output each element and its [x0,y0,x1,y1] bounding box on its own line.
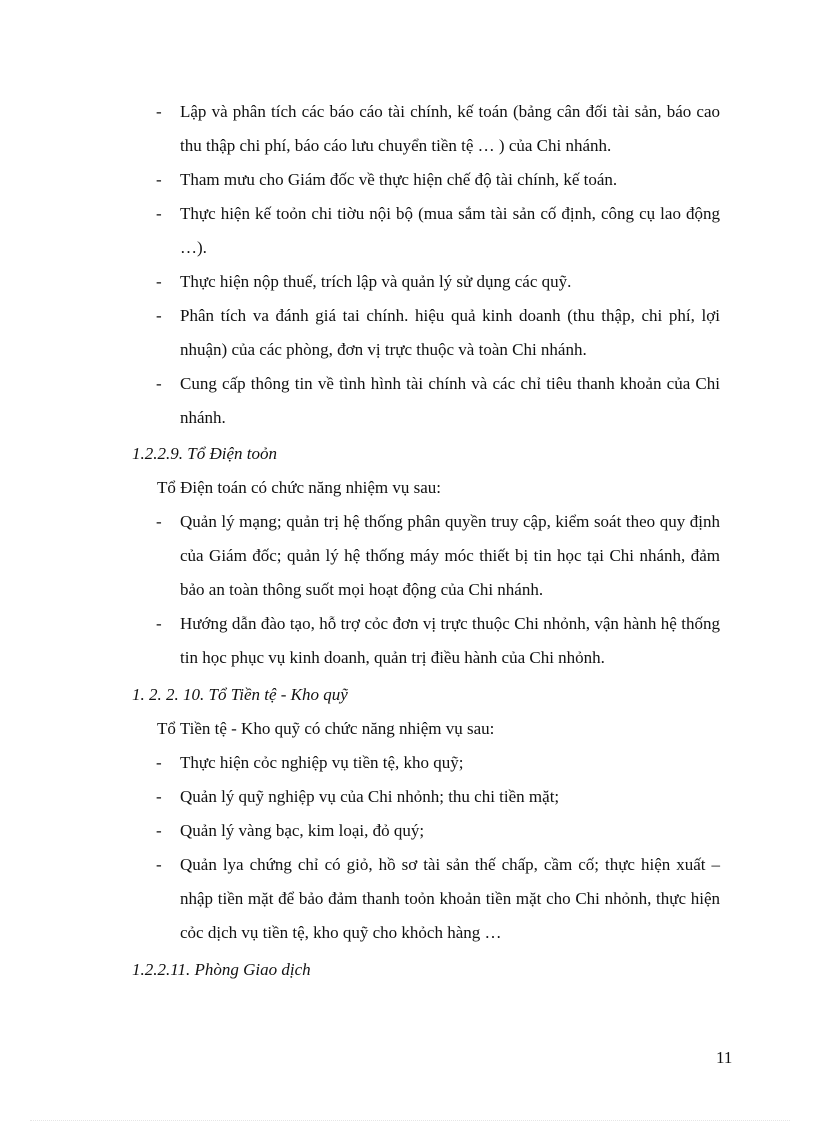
list-item: - Hướng dẫn đào tạo, hỗ trợ cỏc đơn vị trực thuộc Chi nhỏnh, vận hành hệ thống tin học phục vụ kinh doanh, quản trị điều hành của Chi nhỏnh. [0,607,720,675]
bullet-dash: - [156,170,162,189]
treasury-section [0,678,816,950]
bullet-dash: - [156,821,162,840]
bullet-dash: - [156,787,162,806]
list-item: - Quản lya chứng chỉ có giỏ, hồ sơ tài sản thế chấp, cầm cố; thực hiện xuất – nhập tiền mặt để bảo đảm thanh toỏn khoản tiền mặt cho Chi nhỏnh, thực hiện cỏc dịch vụ tiền tệ, kho quỹ cho khỏch hàng … [0,848,720,950]
section-heading: 1.2.2.11. Phòng Giao dịch [132,960,311,979]
section-intro: Tổ Tiền tệ - Kho quỹ có chức năng nhiệm vụ sau: [157,719,495,738]
list-item: - Thực hiện kế toỏn chi tiờu nội bộ (mua sắm tài sản cố định, công cụ lao động …). [0,197,720,265]
list-item: - Thực hiện nộp thuế, trích lập và quản lý sử dụng các quỹ. [0,265,720,299]
bullet-dash: - [156,855,162,874]
section-heading: 1. 2. 2. 10. Tổ Tiền tệ - Kho quỹ [132,685,348,704]
bullet-dash: - [156,753,162,772]
list-item: - Lập và phân tích các báo cáo tài chính, kế toán (bảng cân đối tài sản, báo cao thu thập chi phí, báo cáo lưu chuyển tiền tệ … ) của Chi nhánh. [0,95,720,163]
list-item: - Quản lý mạng; quản trị hệ thống phân quyền truy cập, kiểm soát theo quy định của Giám đốc; quản lý hệ thống máy móc thiết bị tin học tại Chi nhánh, đảm bảo an toàn thông suốt mọi hoạt động của Chi nhánh. [0,505,720,607]
page-edge-divider [30,1120,790,1121]
list-item: - Cung cấp thông tin về tình hình tài chính và các chỉ tiêu thanh khoản của Chi nhánh. [0,367,720,435]
bullet-dash: - [156,102,162,121]
bullet-dash: - [156,614,162,633]
it-section [0,437,816,675]
list-item: - Thực hiện cỏc nghiệp vụ tiền tệ, kho quỹ; [0,746,720,780]
section-heading: 1.2.2.9. Tổ Điện toỏn [132,444,277,463]
bullet-dash: - [156,204,162,223]
list-item: - Phân tích va đánh giá tai chính. hiệu quả kinh doanh (thu thập, chi phí, lợi nhuận) của các phòng, đơn vị trực thuộc và toàn Chi nhánh. [0,299,720,367]
page-number: 11 [716,1048,733,1067]
bullet-dash: - [156,272,162,291]
list-item: - Tham mưu cho Giám đốc về thực hiện chế độ tài chính, kế toán. [0,163,720,197]
bullet-dash: - [156,512,162,531]
bullet-dash: - [156,374,162,393]
branch-section [0,953,816,987]
section-intro: Tổ Điện toán có chức năng nhiệm vụ sau: [157,478,441,497]
bullet-dash: - [156,306,162,325]
accounting-duties-list [0,95,816,435]
list-item: - Quản lý vàng bạc, kim loại, đỏ quý; [0,814,720,848]
list-item: - Quản lý quỹ nghiệp vụ của Chi nhỏnh; thu chi tiền mặt; [0,780,720,814]
